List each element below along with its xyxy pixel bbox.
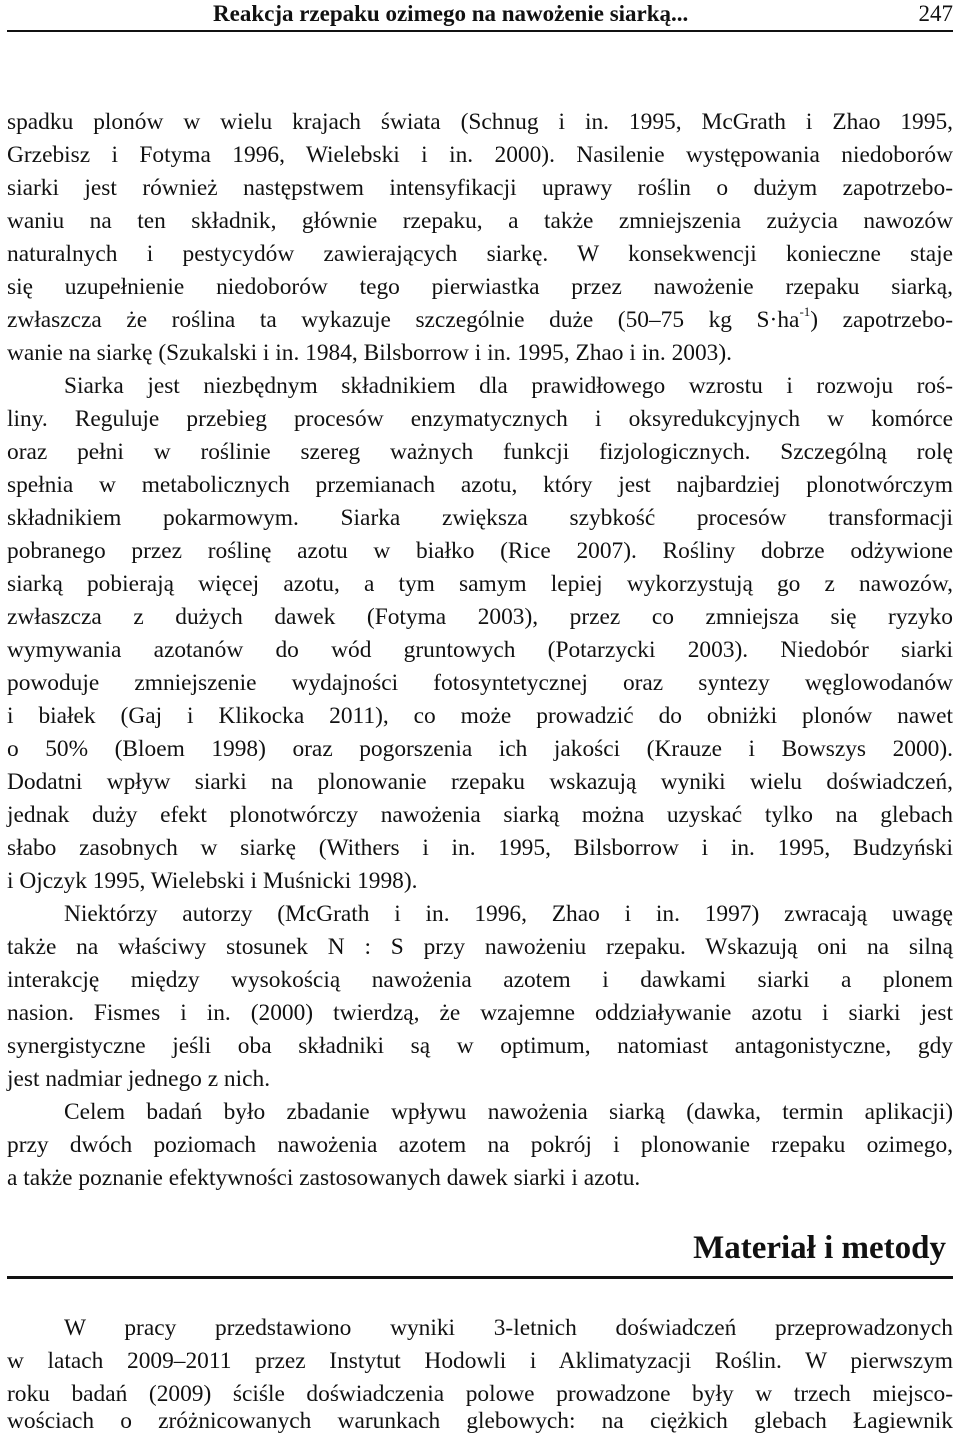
section-heading: Materiał i metody (693, 1230, 946, 1266)
text-line: także na właściwy stosunek N : S przy nawożeniu rzepaku. Wskazują oni na silną (7, 934, 953, 960)
text-line: i Ojczyk 1995, Wielebski i Muśnicki 1998). (7, 868, 418, 894)
text-line: pobranego przez roślinę azotu w białko (Rice 2007). Rośliny dobrze odżywione (7, 538, 953, 564)
text-line: się uzupełnienie niedoborów tego pierwiastka przez nawożenie rzepaku siarką, (7, 274, 953, 300)
unit-exponent: -1 (799, 304, 811, 320)
text-line: przy dwóch poziomach nawożenia azotem na pokrój i plonowanie rzepaku ozimego, (7, 1132, 953, 1158)
running-title: Reakcja rzepaku ozimego na nawożenie siarką... (213, 1, 689, 26)
text-line: oraz pełni w roślinie szereg ważnych funkcji fizjologicznych. Szczególną rolę (7, 439, 953, 465)
text-line: jednak duży efekt plonotwórczy nawożenia siarką można uzyskać tylko na glebach (7, 802, 953, 828)
text-line: Niektórzy autorzy (McGrath i in. 1996, Zhao i in. 1997) zwracają uwagę (64, 901, 953, 927)
text-line: składnikiem pokarmowym. Siarka zwiększa szybkość procesów transformacji (7, 505, 953, 531)
text-line: jest nadmiar jednego z nich. (7, 1066, 271, 1092)
text-line: wościach o zróżnicowanych warunkach glebowych: na ciężkich glebach Łagiewnik (7, 1408, 953, 1434)
text-line: słabo zasobnych w siarkę (Withers i in. 1995, Bilsborrow i in. 1995, Budzyński (7, 835, 953, 861)
text-line: a także poznanie efektywności zastosowanych dawek siarki i azotu. (7, 1165, 641, 1191)
text-line: roku badań (2009) ściśle doświadczenia polowe prowadzone były w trzech miejsco- (7, 1381, 953, 1407)
text-line: powoduje zmniejszenie wydajności fotosyntetycznej oraz syntezy węglowodanów (7, 670, 953, 696)
text-line: Siarka jest niezbędnym składnikiem dla prawidłowego wzrostu i rozwoju roś- (64, 373, 953, 399)
text-line: wanie na siarkę (Szukalski i in. 1984, Bilsborrow i in. 1995, Zhao i in. 2003). (7, 340, 733, 366)
text-line: synergistyczne jeśli oba składniki są w optimum, natomiast antagonistyczne, gdy (7, 1033, 953, 1059)
text-line: zwłaszcza że roślina ta wykazuje szczególnie duże (50–75 kg $S\cdot ha^{-1}$) zapotrzebo- (7, 304, 954, 333)
text-line: i białek (Gaj i Klikocka 2011), co może prowadzić do obniżki plonów nawet (7, 703, 953, 729)
text-line: waniu na ten składnik, głównie rzepaku, a także zmniejszenia zużycia nawozów (7, 208, 953, 234)
text-line: spełnia w metabolicznych przemianach azotu, który jest najbardziej plonotwórczym (7, 472, 953, 498)
running-header (7, 0, 953, 32)
text-line: interakcję między wysokością nawożenia azotem i dawkami siarki a plonem (7, 967, 953, 993)
text-line: zwłaszcza z dużych dawek (Fotyma 2003), przez co zmniejsza się ryzyko (7, 604, 953, 630)
text-line: Dodatni wpływ siarki na plonowanie rzepaku wskazują wyniki wielu doświadczeń, (7, 769, 953, 795)
text-line: spadku plonów w wielu krajach świata (Schnug i in. 1995, McGrath i Zhao 1995, (7, 109, 953, 135)
text-line: nasion. Fismes i in. (2000) twierdzą, że wzajemne oddziaływanie azotu i siarki jest (7, 1000, 953, 1026)
text-line: W pracy przedstawiono wyniki 3-letnich doświadczeń przeprowadzonych (64, 1315, 953, 1341)
text-line: naturalnych i pestycydów zawierających siarkę. W konsekwencji konieczne staje (7, 241, 953, 267)
document-page (7, 0, 953, 1440)
text-line: siarki jest również następstwem intensyfikacji uprawy roślin o dużym zapotrzebo- (7, 175, 953, 201)
text-line: siarką pobierają więcej azotu, a tym samym lepiej wykorzystują go z nawozów, (7, 571, 953, 597)
text-line: Grzebisz i Fotyma 1996, Wielebski i in. 2000). Nasilenie występowania niedoborów (7, 142, 953, 168)
text-line: liny. Reguluje przebieg procesów enzymatycznych i oksyredukcyjnych w komórce (7, 406, 953, 432)
page-number: 247 (918, 1, 953, 26)
text-line: o 50% (Bloem 1998) oraz pogorszenia ich jakości (Krauze i Bowszys 2000). (7, 736, 953, 762)
section-divider (7, 1276, 953, 1279)
text-line: Celem badań było zbadanie wpływu nawożenia siarką (dawka, termin aplikacji) (64, 1099, 953, 1125)
text-line: w latach 2009–2011 przez Instytut Hodowli i Aklimatyzacji Roślin. W pierwszym (7, 1348, 953, 1374)
text-line: wymywania azotanów do wód gruntowych (Potarzycki 2003). Niedobór siarki (7, 637, 953, 663)
